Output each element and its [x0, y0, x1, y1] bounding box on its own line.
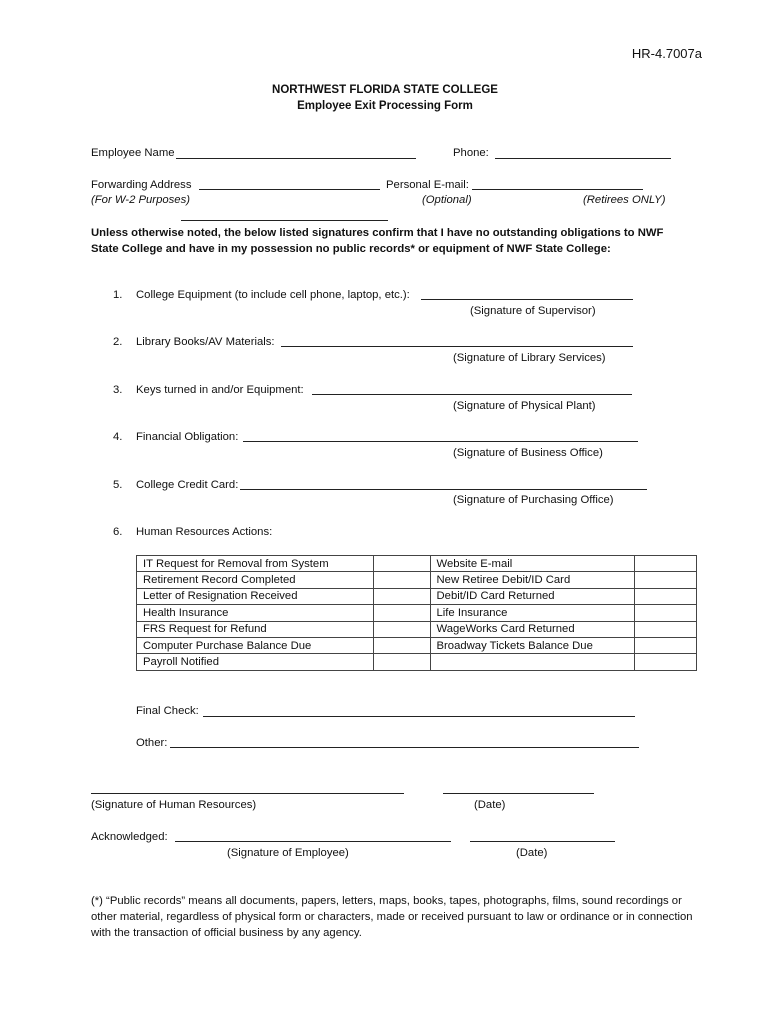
hr-action-check-cell[interactable] [373, 572, 430, 588]
hr-action-label: Health Insurance [137, 605, 374, 621]
hr-action-check-cell[interactable] [373, 588, 430, 604]
employee-name-label: Employee Name [91, 147, 175, 159]
item-number: 1. [113, 289, 123, 301]
hr-action-check-cell[interactable] [635, 605, 697, 621]
item-number: 2. [113, 336, 123, 348]
item-number: 3. [113, 384, 123, 396]
public-records-footnote: (*) “Public records” means all documents, papers, letters, maps, books, tapes, photographs, films, sound recordings or other material, regardless of physical form or characters, made or received pursuant to law or ordinance or in connection with the transaction of official business by any agency. [91, 895, 693, 939]
hr-action-label: Broadway Tickets Balance Due [430, 637, 635, 653]
table-row [137, 588, 697, 604]
hr-action-check-cell[interactable] [635, 654, 697, 670]
employee-signature-field[interactable] [175, 841, 451, 842]
item-number: 6. [113, 526, 123, 538]
hr-action-check-cell[interactable] [635, 637, 697, 653]
hr-date-field[interactable] [443, 793, 594, 794]
hr-signature-field[interactable] [91, 793, 404, 794]
item-number: 4. [113, 431, 123, 443]
purchasing-signature-field[interactable] [240, 489, 647, 490]
hr-signature-caption: (Signature of Human Resources) [91, 799, 257, 811]
hr-action-check-cell[interactable] [635, 588, 697, 604]
hr-action-check-cell[interactable] [635, 621, 697, 637]
table-row [137, 572, 697, 588]
library-books-label: Library Books/AV Materials: [136, 336, 275, 348]
table-row [137, 637, 697, 653]
hr-action-label: New Retiree Debit/ID Card [430, 572, 635, 588]
hr-action-label: Website E-mail [430, 556, 635, 572]
hr-date-caption: (Date) [474, 799, 506, 811]
table-row [137, 621, 697, 637]
item-number: 5. [113, 479, 123, 491]
table-row [137, 605, 697, 621]
org-name: NORTHWEST FLORIDA STATE COLLEGE [272, 84, 498, 96]
acknowledged-label: Acknowledged: [91, 831, 168, 843]
hr-action-label: IT Request for Removal from System [137, 556, 374, 572]
purchasing-signature-caption: (Signature of Purchasing Office) [453, 494, 614, 506]
final-check-field[interactable] [203, 716, 635, 717]
employee-date-caption: (Date) [516, 847, 548, 859]
hr-action-label: WageWorks Card Returned [430, 621, 635, 637]
personal-email-field[interactable] [472, 189, 643, 190]
employee-date-field[interactable] [470, 841, 615, 842]
library-signature-caption: (Signature of Library Services) [453, 352, 606, 364]
phone-label: Phone: [453, 147, 489, 159]
hr-action-label: Computer Purchase Balance Due [137, 637, 374, 653]
forwarding-address-field-1[interactable] [199, 189, 380, 190]
other-field[interactable] [170, 747, 639, 748]
phone-field[interactable] [495, 158, 671, 159]
employee-name-field[interactable] [176, 158, 416, 159]
forwarding-address-label: Forwarding Address [91, 179, 192, 191]
form-title: Employee Exit Processing Form [297, 100, 473, 112]
form-code: HR-4.7007a [631, 46, 702, 61]
hr-action-label: Life Insurance [430, 605, 635, 621]
w2-note: (For W-2 Purposes) [91, 194, 190, 206]
financial-obligation-label: Financial Obligation: [136, 431, 239, 443]
hr-action-label: Payroll Notified [137, 654, 374, 670]
hr-actions-label: Human Resources Actions: [136, 526, 273, 538]
library-signature-field[interactable] [281, 346, 633, 347]
hr-action-check-cell[interactable] [373, 654, 430, 670]
keys-equipment-label: Keys turned in and/or Equipment: [136, 384, 304, 396]
business-office-signature-field[interactable] [243, 441, 638, 442]
supervisor-signature-caption: (Signature of Supervisor) [470, 305, 596, 317]
retirees-note: (Retirees ONLY) [583, 194, 666, 206]
hr-action-label: Retirement Record Completed [137, 572, 374, 588]
hr-action-check-cell[interactable] [373, 637, 430, 653]
hr-action-label: Debit/ID Card Returned [430, 588, 635, 604]
hr-action-check-cell[interactable] [373, 605, 430, 621]
hr-action-label: Letter of Resignation Received [137, 588, 374, 604]
supervisor-signature-field[interactable] [421, 299, 633, 300]
table-row [137, 556, 697, 572]
hr-action-check-cell[interactable] [635, 572, 697, 588]
hr-action-check-cell[interactable] [373, 556, 430, 572]
final-check-label: Final Check: [136, 705, 199, 717]
optional-note: (Optional) [422, 194, 472, 206]
personal-email-label: Personal E-mail: [386, 179, 469, 191]
other-label: Other: [136, 737, 168, 749]
hr-action-label [430, 654, 635, 670]
physical-plant-signature-caption: (Signature of Physical Plant) [453, 400, 596, 412]
hr-action-check-cell[interactable] [373, 621, 430, 637]
hr-actions-table [136, 555, 697, 671]
physical-plant-signature-field[interactable] [312, 394, 632, 395]
hr-action-label: FRS Request for Refund [137, 621, 374, 637]
employee-signature-caption: (Signature of Employee) [227, 847, 349, 859]
confirmation-statement: Unless otherwise noted, the below listed signatures confirm that I have no outstanding obligations to NWF State College and have in my possession no public records* or equipment of NWF State College: [91, 227, 664, 255]
college-credit-card-label: College Credit Card: [136, 479, 239, 491]
table-row [137, 654, 697, 670]
college-equipment-label: College Equipment (to include cell phone, laptop, etc.): [136, 289, 410, 301]
hr-action-check-cell[interactable] [635, 556, 697, 572]
forwarding-address-field-2[interactable] [181, 220, 388, 221]
business-office-signature-caption: (Signature of Business Office) [453, 447, 603, 459]
